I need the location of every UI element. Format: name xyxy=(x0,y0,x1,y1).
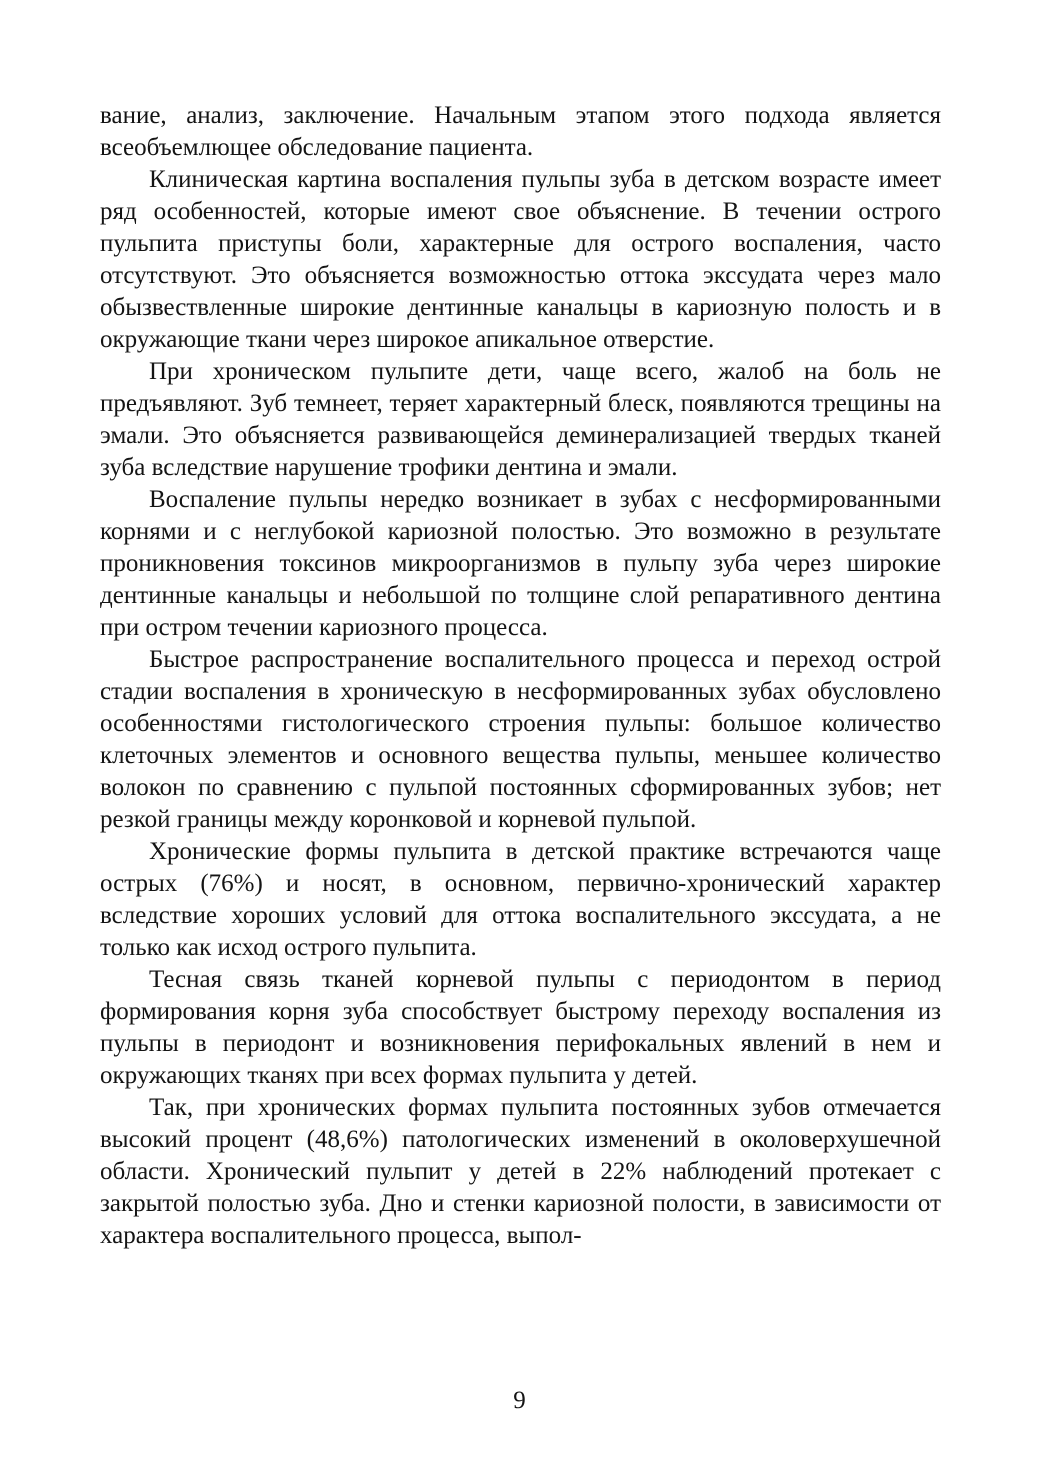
paragraph-8: Так, при хронических формах пульпита постоянных зубов отмечается высокий процент (48,6%) патологических изменений в околоверхушечной области. Хронический пульпит у детей в 22% наблюдений протекает с закрытой полостью зуба. Дно и стенки кариозной полости, в зависимости от характера воспалительного процесса, выпол- xyxy=(100,1094,941,1249)
paragraph-1: вание, анализ, заключение. Начальным этапом этого подхода является всеобъемлющее обследование пациента. xyxy=(100,102,941,161)
paragraph-7: Тесная связь тканей корневой пульпы с периодонтом в период формирования корня зуба способствует быстрому переходу воспаления из пульпы в периодонт и возникновения перифокальных явлений в нем и окружающих тканях при всех формах пульпита у детей. xyxy=(100,966,941,1089)
paragraph-3: При хроническом пульпите дети, чаще всего, жалоб на боль не предъявляют. Зуб темнеет, теряет характерный блеск, появляются трещины на эмали. Это объясняется развивающейся деминерализацией твердых тканей зуба вследствие нарушение трофики дентина и эмали. xyxy=(100,358,941,481)
document-page xyxy=(100,100,941,1252)
paragraph-4: Воспаление пульпы нередко возникает в зубах с несформированными корнями и с неглубокой кариозной полостью. Это возможно в результате проникновения токсинов микроорганизмов в пульпу зуба через широкие дентинные канальцы и небольшой по толщине слой репаративного дентина при остром течении кариозного процесса. xyxy=(100,486,941,641)
paragraph-5: Быстрое распространение воспалительного процесса и переход острой стадии воспаления в хроническую в несформированных зубах обусловлено особенностями гистологического строения пульпы: большое количество клеточных элементов и основного вещества пульпы, меньшее количество волокон по сравнению с пульпой постоянных сформированных зубов; нет резкой границы между коронковой и корневой пульпой. xyxy=(100,646,941,833)
page-number: 9 xyxy=(513,1387,526,1414)
paragraph-2: Клиническая картина воспаления пульпы зуба в детском возрасте имеет ряд особенностей, которые имеют свое объяснение. В течении острого пульпита приступы боли, характерные для острого воспаления, часто отсутствуют. Это объясняется возможностью оттока экссудата через мало обызвествленные широкие дентинные канальцы в кариозную полость и в окружающие ткани через широкое апикальное отверстие. xyxy=(100,166,941,353)
paragraph-6: Хронические формы пульпита в детской практике встречаются чаще острых (76%) и носят, в основном, первично-хронический характер вследствие хороших условий для оттока воспалительного экссудата, а не только как исход острого пульпита. xyxy=(100,838,941,961)
